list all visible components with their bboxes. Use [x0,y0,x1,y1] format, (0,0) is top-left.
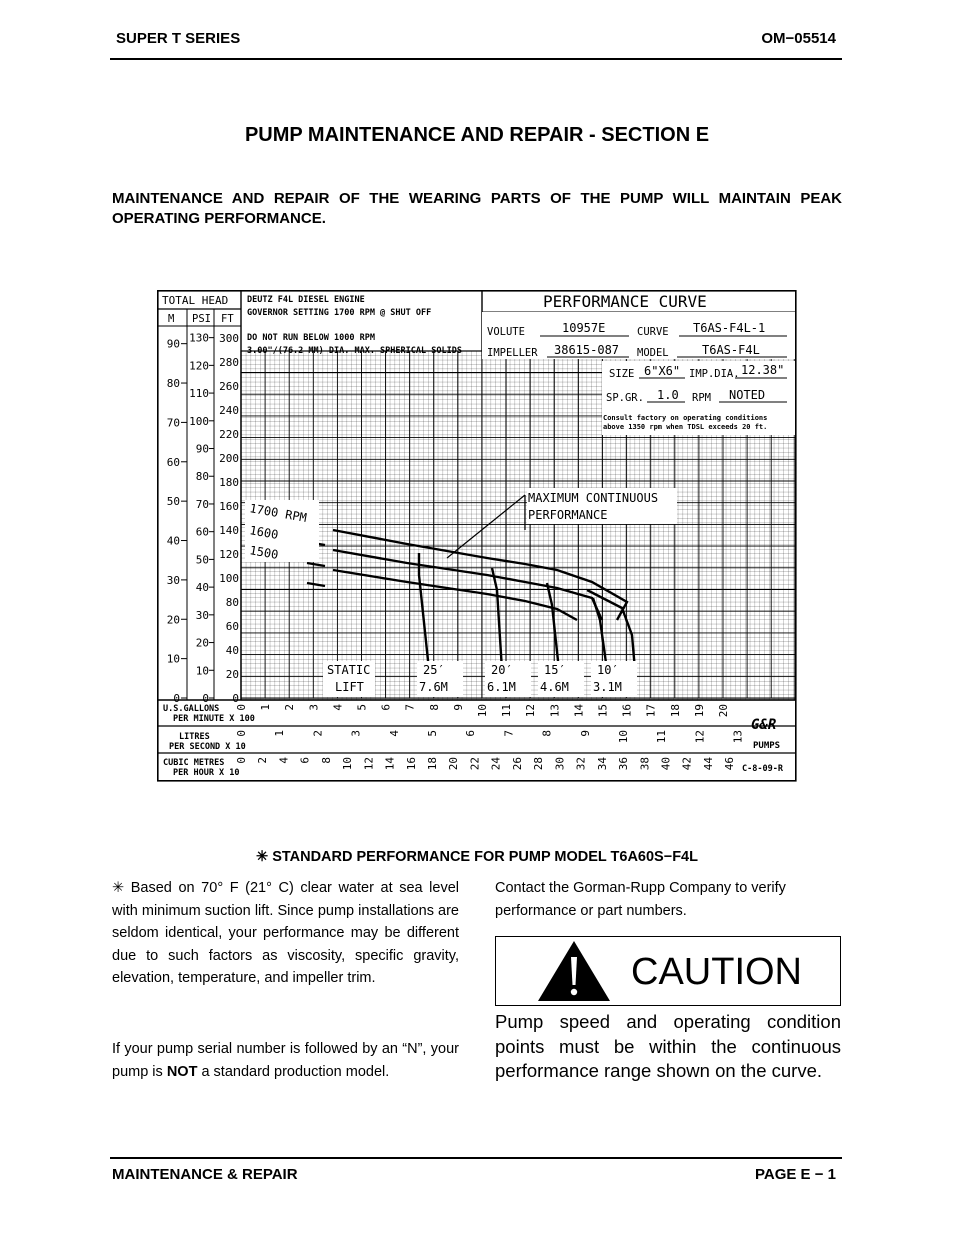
tick-m: 20 [166,613,180,627]
tick-cubic: 34 [595,757,609,771]
consult-line-1: Consult factory on operating conditions [603,414,768,422]
lift-ft-label: 20′ [491,663,513,677]
tick-cubic: 28 [532,757,546,771]
pumps-logo: PUMPS [753,741,781,751]
spgr-label: SP.GR. [606,392,644,404]
total-head-label: TOTAL HEAD [162,294,229,307]
tick-cubic: 32 [574,757,588,771]
tick-cubic: 46 [723,757,737,771]
tick-m: 90 [166,337,180,351]
tick-gallons: 4 [331,704,345,711]
tick-gallons: 16 [620,704,634,718]
tick-gallons: 19 [692,704,706,718]
tick-cubic: 22 [468,757,482,771]
footer-section: MAINTENANCE & REPAIR [112,1166,298,1183]
curve-value: T6AS-F4L-1 [693,321,766,335]
tick-cubic: 38 [638,757,652,771]
unit-psi: PSI [192,313,211,325]
litres-label-1: LITRES [179,732,210,742]
lift-ft-label: 10′ [597,663,619,677]
gallons-label-2: PER MINUTE X 100 [173,714,255,724]
tick-litres: 3 [349,730,363,737]
tick-gallons: 17 [644,704,658,718]
tick-cubic: 18 [426,757,440,771]
tick-m: 70 [166,416,180,430]
tick-cubic: 4 [277,757,291,764]
intro-text: MAINTENANCE AND REPAIR OF THE WEARING PARTS OF THE PUMP WILL MAINTAIN PEAK OPERATING PERFORMANCE. [112,190,842,227]
tick-cubic: 6 [298,757,312,764]
serial-note: If your pump serial number is followed by an “N”, your pump is NOT a standard production model. [112,1041,459,1080]
cubic-label-1: CUBIC METRES [163,758,225,768]
rpm-value: NOTED [729,388,766,402]
tick-litres: 4 [387,730,401,737]
warn-line-2: 3.00"/(76.2 MM) DIA. MAX. SPHERICAL SOLIDS [247,346,462,356]
not-emphasis: NOT [166,1063,198,1080]
note-paragraph: ✳ Based on 70° F (21° C) clear water at sea level with minimum suction lift. Since pump installations are seldom identical, your performance may be different due to such factors as viscosity, specific gravity, elevation, temperature, and impeller trim. [112,880,459,987]
caution-heading: CAUTION [631,951,802,993]
rpm-1500-label: 1500 [248,543,280,562]
tick-cubic: 24 [489,757,503,771]
tick-psi: 30 [195,608,209,622]
impdia-value: 12.38" [741,363,785,377]
tick-ft: 100 [219,572,239,585]
rpm-1600-label: 1600 [248,523,280,542]
header-series: SUPER T SERIES [116,30,241,47]
lift-ft-label: 25′ [423,663,445,677]
tick-gallons: 9 [451,704,465,711]
tick-litres: 9 [578,730,592,737]
tick-ft: 0 [232,692,239,705]
gallons-label-1: U.S.GALLONS [163,704,220,714]
unit-m: M [168,313,175,325]
tick-psi: 60 [195,525,209,539]
lift-m-label: 6.1M [487,680,516,694]
tick-psi: 0 [202,692,209,705]
size-value: 6"X6" [644,364,681,378]
rpm-1700-label: 1700 RPM [248,501,308,525]
tick-litres: 12 [693,730,707,744]
tick-psi: 10 [195,664,209,678]
tick-gallons: 3 [307,704,321,711]
tick-psi: 70 [195,497,209,511]
tick-cubic: 14 [383,757,397,771]
rpm-label: RPM [692,392,711,404]
tick-m: 50 [166,495,180,509]
footer-rule [110,1157,842,1159]
max-continuous-label-2: PERFORMANCE [528,508,608,522]
page-title: PUMP MAINTENANCE AND REPAIR - SECTION E [244,124,710,146]
consult-line-2: above 1350 rpm when TDSL exceeds 20 ft. [603,423,768,431]
model-label: MODEL [637,347,669,359]
tick-gallons: 10 [476,704,489,718]
static-lift-label-2: LIFT [335,680,364,694]
tick-cubic: 2 [256,757,270,764]
impeller-value: 38615-087 [554,343,620,357]
tick-m: 40 [166,534,180,548]
tick-psi: 110 [189,387,209,401]
curve-label: CURVE [637,326,669,338]
tick-psi: 130 [189,331,209,345]
tick-ft: 200 [219,452,239,465]
tick-m: 80 [166,377,180,391]
tick-ft: 80 [225,596,239,609]
spgr-value: 1.0 [657,388,679,402]
tick-psi: 100 [189,414,209,428]
tick-cubic: 40 [659,757,673,771]
caution-text: Pump speed and operating condition points must be within the continuous performance range shown on the curve. [495,1011,841,1082]
tick-cubic: 8 [319,757,333,764]
tick-litres: 2 [311,730,325,737]
tick-ft: 140 [219,524,239,537]
tick-gallons: 12 [524,704,538,718]
tick-gallons: 14 [572,704,586,718]
tick-litres: 10 [616,730,630,744]
caution-box [495,936,841,1006]
tick-ft: 180 [219,476,239,489]
tick-cubic: 26 [510,757,524,771]
engine-line-1: DEUTZ F4L DIESEL ENGINE [247,295,365,305]
tick-cubic: 16 [404,757,418,771]
lift-m-label: 4.6M [540,680,569,694]
tick-psi: 20 [195,636,209,650]
warning-triangle-icon [536,939,612,1003]
tick-litres: 8 [540,730,554,737]
tick-ft: 160 [219,500,239,513]
tick-litres: 13 [731,730,745,744]
tick-m: 60 [166,455,180,469]
performance-curve-chart [157,290,797,782]
tick-ft: 280 [219,356,239,369]
tick-cubic: 12 [362,757,376,771]
tick-m: 10 [166,652,180,666]
tick-ft: 300 [219,332,239,345]
tick-gallons: 0 [235,704,248,711]
model-value: T6AS-F4L [702,343,760,357]
tick-psi: 40 [195,581,209,595]
tick-psi: 80 [195,470,209,484]
tick-gallons: 1 [259,704,273,711]
lift-m-label: 3.1M [593,680,622,694]
tick-psi: 50 [195,553,209,567]
tick-gallons: 13 [548,704,562,718]
tick-ft: 40 [225,644,239,657]
tick-cubic: 42 [680,757,694,771]
tick-litres: 6 [464,730,478,737]
tick-gallons: 5 [355,704,369,711]
tick-gallons: 6 [379,704,393,711]
engine-line-2: GOVERNOR SETTING 1700 RPM @ SHUT OFF [247,308,432,318]
lift-ft-label: 15′ [544,663,566,677]
warn-line-1: DO NOT RUN BELOW 1000 RPM [247,333,375,343]
static-lift-label-1: STATIC [327,663,371,677]
tick-psi: 120 [189,359,209,373]
tick-m: 0 [173,692,180,705]
litres-label-2: PER SECOND X 10 [169,742,246,752]
tick-litres: 0 [235,730,248,737]
tick-cubic: 20 [447,757,461,771]
impdia-label: IMP.DIA. [689,368,740,380]
tick-gallons: 8 [427,704,441,711]
tick-gallons: 18 [668,704,682,718]
tick-cubic: 44 [701,757,715,771]
footer-page-number: PAGE E − 1 [754,1166,836,1183]
cubic-label-2: PER HOUR X 10 [173,768,240,778]
lift-labels [417,661,637,697]
tick-gallons: 2 [283,704,297,711]
tick-ft: 240 [219,404,239,417]
tick-litres: 11 [655,730,669,744]
header-doc-number: OM−05514 [761,30,836,47]
tick-litres: 1 [273,730,287,737]
drawing-number: C-8-09-R [742,764,783,774]
tick-ft: 260 [219,380,239,393]
tick-litres: 7 [502,730,516,737]
volute-value: 10957E [562,321,606,335]
volute-label: VOLUTE [487,326,525,338]
tick-cubic: 36 [617,757,631,771]
tick-litres: 5 [425,730,439,737]
header-rule [110,58,842,60]
contact-paragraph: Contact the Gorman-Rupp Company to verify performance or part numbers. [495,880,786,919]
tick-ft: 60 [225,620,239,633]
tick-m: 30 [166,573,180,587]
tick-ft: 120 [219,548,239,561]
max-continuous-label-1: MAXIMUM CONTINUOUS [528,491,659,505]
tick-ft: 20 [225,668,239,681]
figure-caption: ✳ STANDARD PERFORMANCE FOR PUMP MODEL T6A60S−F4L [256,849,698,865]
tick-psi: 90 [195,442,209,456]
gr-logo: G&R [751,717,777,733]
tick-cubic: 0 [235,757,248,764]
tick-gallons: 20 [717,704,730,718]
tick-cubic: 30 [553,757,567,771]
tick-gallons: 11 [500,704,514,718]
tick-gallons: 15 [596,704,610,718]
size-label: SIZE [609,368,635,380]
tick-ft: 220 [219,428,239,441]
curve-heading: PERFORMANCE CURVE [543,292,707,311]
impeller-label: IMPELLER [487,347,538,359]
unit-ft: FT [221,313,234,325]
lift-m-label: 7.6M [419,680,448,694]
tick-cubic: 10 [341,757,355,771]
tick-gallons: 7 [403,704,417,711]
